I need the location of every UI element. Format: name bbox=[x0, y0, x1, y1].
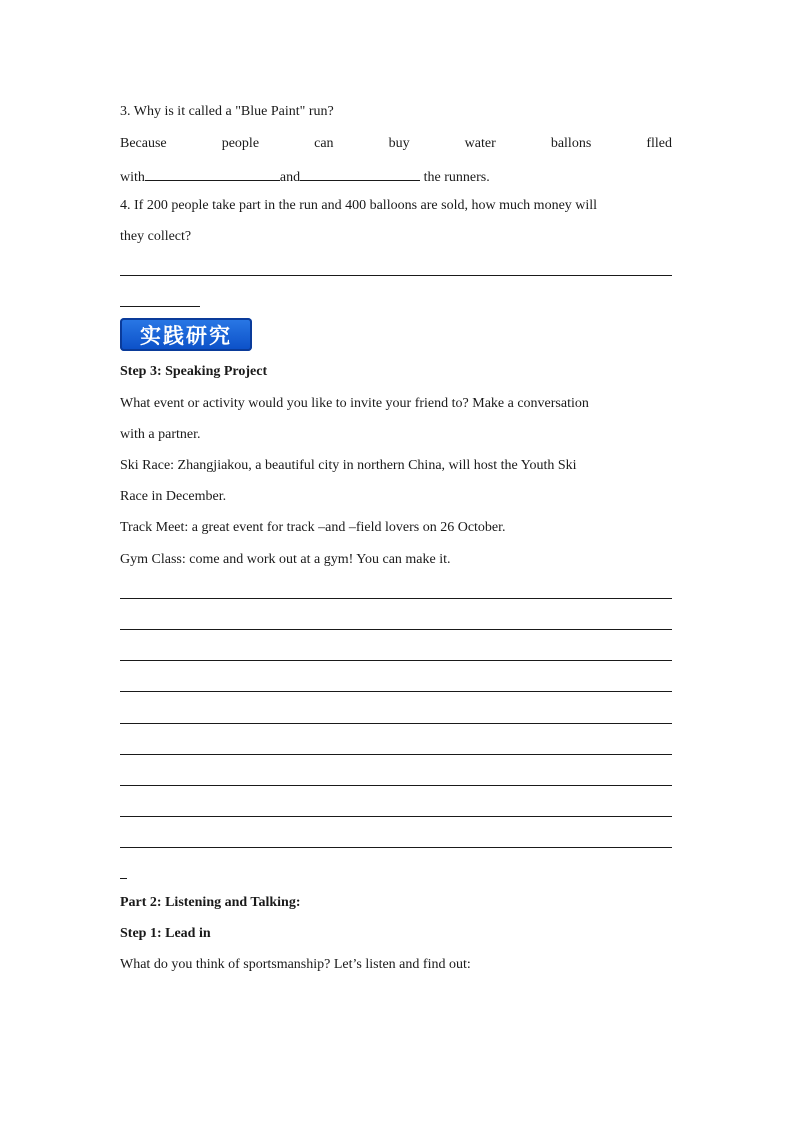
answer-blank-1[interactable] bbox=[145, 166, 280, 181]
q3-with: with bbox=[120, 170, 145, 185]
q3-answer-line-1 bbox=[120, 135, 672, 153]
q3-answer-line-2 bbox=[120, 166, 672, 187]
q4-answer-line-short[interactable] bbox=[120, 306, 200, 307]
q3-word: ballons bbox=[550, 136, 592, 151]
ski-race-line-1: Ski Race: Zhangjiakou, a beautiful city in northern China, will host the Youth Ski bbox=[120, 458, 577, 473]
lead-in-question: What do you think of sportsmanship? Let’s listen and find out: bbox=[120, 957, 471, 972]
q4-answer-line[interactable] bbox=[120, 275, 672, 276]
writing-line-end bbox=[120, 878, 127, 879]
q3-word: can bbox=[314, 136, 334, 151]
writing-line[interactable] bbox=[120, 723, 672, 724]
gym-class-line: Gym Class: come and work out at a gym! You can make it. bbox=[120, 552, 451, 567]
step1-title: Step 1: Lead in bbox=[120, 926, 211, 941]
writing-line[interactable] bbox=[120, 660, 672, 661]
writing-line[interactable] bbox=[120, 816, 672, 817]
q3-word: buy bbox=[388, 136, 410, 151]
q3-word: people bbox=[221, 136, 260, 151]
step3-prompt-line-1: What event or activity would you like to invite your friend to? Make a conversation bbox=[120, 396, 589, 411]
step3-prompt-line-2: with a partner. bbox=[120, 427, 201, 442]
writing-line[interactable] bbox=[120, 847, 672, 848]
question-4-line-2: they collect? bbox=[120, 229, 192, 244]
practice-banner bbox=[120, 318, 252, 351]
writing-line[interactable] bbox=[120, 785, 672, 786]
ski-race-line-2: Race in December. bbox=[120, 489, 227, 504]
part2-title: Part 2: Listening and Talking: bbox=[120, 895, 301, 910]
question-3: 3. Why is it called a "Blue Paint" run? bbox=[120, 104, 334, 119]
answer-blank-2[interactable] bbox=[300, 166, 420, 181]
banner-text: 实践研究 bbox=[140, 323, 232, 348]
question-4-line-1: 4. If 200 people take part in the run and 400 balloons are sold, how much money will bbox=[120, 198, 598, 213]
writing-line[interactable] bbox=[120, 629, 672, 630]
writing-line[interactable] bbox=[120, 598, 672, 599]
q3-end: the runners. bbox=[423, 170, 490, 185]
writing-line[interactable] bbox=[120, 691, 672, 692]
q3-word: flled bbox=[646, 136, 672, 151]
track-meet-line: Track Meet: a great event for track –and –field lovers on 26 October. bbox=[120, 520, 506, 535]
step3-title: Step 3: Speaking Project bbox=[120, 364, 268, 379]
q3-word: water bbox=[464, 136, 496, 151]
q3-and: and bbox=[279, 170, 301, 185]
writing-line[interactable] bbox=[120, 754, 672, 755]
q3-word: Because bbox=[120, 136, 167, 151]
